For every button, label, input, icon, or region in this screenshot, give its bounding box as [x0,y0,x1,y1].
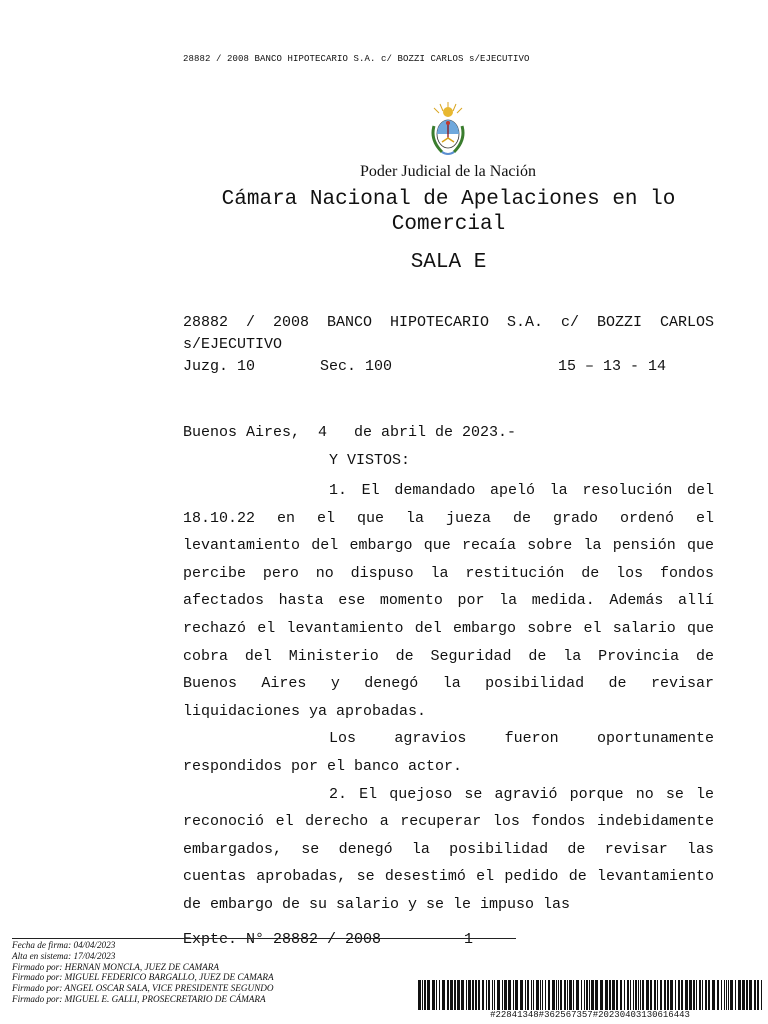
barcode-bar [721,980,722,1010]
barcode-bar [749,980,752,1010]
barcode-bar [708,980,710,1010]
barcode-bar [545,980,546,1010]
barcode-bar [573,980,574,1010]
sala-title: SALA E [410,251,487,274]
barcode-text: #22841348#362567357#20230403130616443 [490,1010,690,1020]
expediente-number: Expte. N° 28882 / 2008 [183,931,382,948]
barcode-bar [542,980,543,1010]
barcode-bar [461,980,464,1010]
barcode-bar [650,980,652,1010]
barcode-bar [657,980,658,1010]
barcode-bar [685,980,688,1010]
barcode-bar [418,980,421,1010]
barcode-bar [761,980,762,1010]
footer-divider [12,938,516,939]
barcode-bar [627,980,629,1010]
barcode-bar [432,980,435,1010]
barcode-bar [738,980,741,1010]
barcode-bar [705,980,707,1010]
barcode-bar [560,980,562,1010]
barcode-bar [735,980,736,1010]
barcode-bar [586,980,588,1010]
dateline: Buenos Aires, 4 de abril de 2023.- [183,424,517,441]
barcode-bar [447,980,449,1010]
barcode-bar [525,980,526,1010]
barcode-bar [616,980,618,1010]
barcode-bar [689,980,692,1010]
barcode-bar [508,980,511,1010]
barcode-bar [699,980,701,1010]
barcode-bar [581,980,582,1010]
barcode-bar [497,980,500,1010]
barcode-bar [609,980,611,1010]
barcode-bar [670,980,673,1010]
barcode-bar [527,980,529,1010]
barcode-bar [746,980,748,1010]
barcode-bar [436,980,437,1010]
barcode-image [418,980,762,1010]
barcode-bar [635,980,637,1010]
barcode-bar [558,980,559,1010]
barcode-bar [472,980,474,1010]
barcode-bar [482,980,484,1010]
barcode-bar [600,980,603,1010]
paragraph: 2. El quejoso se agravió porque no se le reconoció el derecho a recuperar los fondos indebidamente embargados, se denegó la posibilidad de revisar las cuentas aprobadas, se desestimó el pedido de levantamiento de embargo de su salario y se le impuso las [183,785,714,913]
barcode-bar [548,980,550,1010]
barcode-bar [536,980,539,1010]
barcode-bar [646,980,649,1010]
barcode-bar [730,980,733,1010]
barcode-bar [504,980,507,1010]
digital-signature-block [12,940,342,1005]
barcode-bar [754,980,756,1010]
barcode-bar [654,980,656,1010]
barcode-bar [728,980,729,1010]
barcode-bar [726,980,727,1010]
barcode-bar [717,980,719,1010]
system-entry-date: Alta en sistema: 17/04/2023 [12,950,116,961]
court-title: Cámara Nacional de Apelaciones en lo Comercial [221,188,676,236]
barcode-bar [442,980,445,1010]
barcode-bar [667,980,669,1010]
barcode-bar [439,980,440,1010]
barcode-bar [742,980,745,1010]
barcode-bar [638,980,639,1010]
barcode-bar [515,980,518,1010]
paragraph: Los agravios fueron oportunamente respondidos por el banco actor. [183,730,714,775]
barcode-bar [595,980,598,1010]
barcode-bar [520,980,523,1010]
barcode-bar [633,980,634,1010]
signer-line: Firmado por: MIGUEL FEDERICO BARGALLO, JUEZ DE CAMARA [12,972,274,983]
barcode-bar [640,980,641,1010]
barcode-bar [502,980,503,1010]
barcode-bar [492,980,493,1010]
barcode-bar [612,980,615,1010]
page-number: 1 [464,931,474,948]
juzgado-label: Juzg. 10 [183,358,256,375]
barcode-bar [642,980,644,1010]
barcode-bar [450,980,453,1010]
barcode-bar [724,980,725,1010]
barcode-bar [478,980,480,1010]
barcode-bar [584,980,585,1010]
header-case-reference: 28882 / 2008 BANCO HIPOTECARIO S.A. c/ BOZZI CARLOS s/EJECUTIVO [183,54,530,64]
barcode-bar [494,980,495,1010]
argentine-coat-of-arms-icon [428,100,468,160]
barcode-bar [468,980,471,1010]
barcode-bar [605,980,608,1010]
barcode-bar [513,980,514,1010]
barcode-bar [475,980,477,1010]
vistos-heading: Y VISTOS: [329,452,411,469]
barcode-bar [466,980,467,1010]
resolution-body [183,477,714,919]
barcode-bar [712,980,715,1010]
barcode-bar [556,980,557,1010]
signer-line: Firmado por: MIGUEL E. GALLI, PROSECRETARIO DE CÁMARA [12,993,266,1004]
barcode-bar [457,980,460,1010]
barcode-bar [620,980,622,1010]
barcode-bar [488,980,490,1010]
case-code: 15 – 13 - 14 [558,358,667,375]
barcode-bar [533,980,534,1010]
barcode-bar [757,980,759,1010]
barcode-bar [696,980,697,1010]
barcode-bar [454,980,456,1010]
barcode-bar [681,980,683,1010]
paragraph: 1. El demandado apeló la resolución del 18.10.22 en el que la jueza de grado ordenó el levantamiento del embargo que recaía sobre la pensión que percibe pero no dispuso la restitución de los fondos afectados hasta ese momento por la medida. Además allí rechazó el levantamiento del embargo sobre el salario que cobra del Ministerio de Seguridad de la Provincia de Buenos Aires y denegó la posibilidad de revisar liquidaciones ya aprobadas. [183,482,714,720]
barcode-bar [693,980,695,1010]
barcode-bar [486,980,487,1010]
barcode-bar [675,980,676,1010]
institution-header: Poder Judicial de la Nación [360,163,536,180]
barcode-bar [702,980,703,1010]
barcode-bar [678,980,680,1010]
barcode-bar [427,980,430,1010]
barcode-bar [569,980,572,1010]
signer-line: Firmado por: HERNAN MONCLA, JUEZ DE CAMARA [12,961,219,972]
barcode-bar [630,980,631,1010]
secretaria-label: Sec. 100 [320,358,393,375]
signature-date: Fecha de firma: 04/04/2023 [12,940,116,950]
barcode-bar [576,980,579,1010]
signer-line: Firmado por: ANGEL OSCAR SALA, VICE PRESIDENTE SEGUNDO [12,983,274,994]
case-caption: 28882 / 2008 BANCO HIPOTECARIO S.A. c/ BOZZI CARLOS s/EJECUTIVO [183,314,714,353]
barcode-bar [540,980,541,1010]
barcode-bar [589,980,590,1010]
barcode-bar [624,980,625,1010]
barcode-bar [424,980,426,1010]
barcode-bar [531,980,532,1010]
barcode-bar [664,980,666,1010]
barcode-bar [552,980,555,1010]
barcode-bar [660,980,662,1010]
barcode-bar [422,980,423,1010]
barcode-bar [564,980,566,1010]
barcode-bar [591,980,594,1010]
barcode-bar [567,980,568,1010]
